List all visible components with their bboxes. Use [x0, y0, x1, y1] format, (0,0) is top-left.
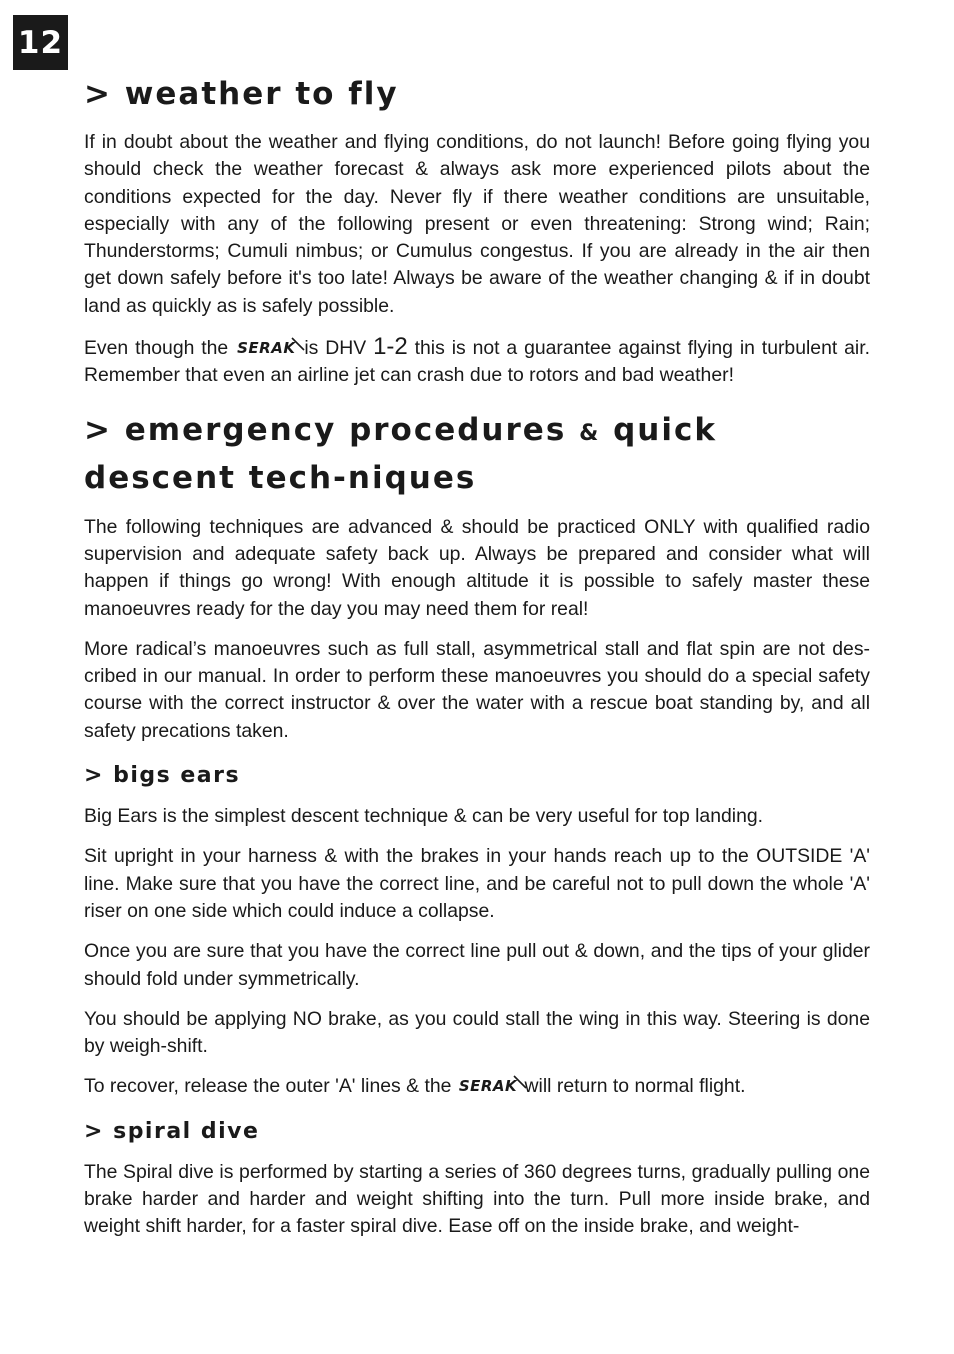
dhv-rating: 1-2	[373, 333, 408, 361]
big-ears-paragraph-3: Once you are sure that you have the correct line pull out & down, and the tips of your glider should fold under symmetrically.	[84, 940, 870, 990]
weather-p2-after: this is not a guarantee against flying in turbulent air. Remember that even an airline jet can crash due to rotors and bad weather!	[84, 337, 871, 387]
page-number: 12	[13, 15, 68, 70]
weather-p2-before: Even though the	[84, 337, 229, 360]
weather-paragraph-2	[84, 333, 870, 390]
big-ears-paragraph-4: You should be applying NO brake, as you could stall the wing in this way. Steering is done by weigh-shift.	[84, 1007, 870, 1058]
big-ears-paragraph-2: Sit upright in your harness & with the brakes in your hands reach up to the OUTSIDE 'A' line. Make sure that you have the correct line, and be careful not to pull down the whole 'A' riser on one side which could induce a collapse.	[84, 845, 870, 922]
big-ears-paragraph-1: Big Ears is the simplest descent technique & can be very useful for top landing.	[84, 805, 764, 828]
weather-p2-is: is DHV	[304, 337, 367, 360]
section-heading-spiral-dive: > spiral dive	[84, 1118, 260, 1144]
section-heading-emergency: > emergency procedures & quick descent tech-niques	[84, 411, 717, 496]
weather-paragraph-1: If in doubt about the weather and flying conditions, do not launch! Before going flying you should check the weather forecast & always ask more experienced pilots about the conditions expected for the day. Never fly if there weather conditions are unsuitable, especially with any of the following present or even threatening: Strong wind; Rain; Thunderstorms; Cumuli nimbus; or Cumulus congestus. If you are already in the air then get down safely before it's too late! Always be aware of the weather changing & if in doubt land as quickly as is safely possible.	[84, 131, 870, 317]
spiral-paragraph-1: The Spiral dive is performed by starting a series of 360 degrees turns, gradually pulling one brake harder and harder and weight shifting into the turn. Pull more inside brake, and weight shift harder, for a faster spiral dive. Ease off on the inside brake, and weight-	[84, 1160, 870, 1238]
section-heading-weather: > weather to fly	[84, 76, 399, 112]
section-heading-big-ears: > bigs ears	[84, 763, 241, 789]
big-ears-paragraph-5: To recover, release the outer 'A' lines & the SERAK will return to normal flight.	[84, 1073, 870, 1100]
emergency-paragraph-1: The following techniques are advanced & should be practiced ONLY with qualified radio supervision and adequate safety back up. Always be prepared and consider what will happen if things go wrong! With enough altitude it is possible to safely master these manoeuvres ready for the day you may need them for real!	[84, 515, 870, 620]
serak-logo: SERAK	[237, 335, 295, 362]
serak-logo: SERAK	[459, 1073, 517, 1100]
emergency-paragraph-2: More radical’s manoeuvres such as full stall, asymmetrical stall and flat spin are not des-cribed in our manual. In order to perform these manoeuvres you should do a special safety course with the correct instructor & over the water with a rescue boat standing by, and all safety precations taken.	[84, 637, 870, 742]
page-content	[84, 72, 870, 1254]
